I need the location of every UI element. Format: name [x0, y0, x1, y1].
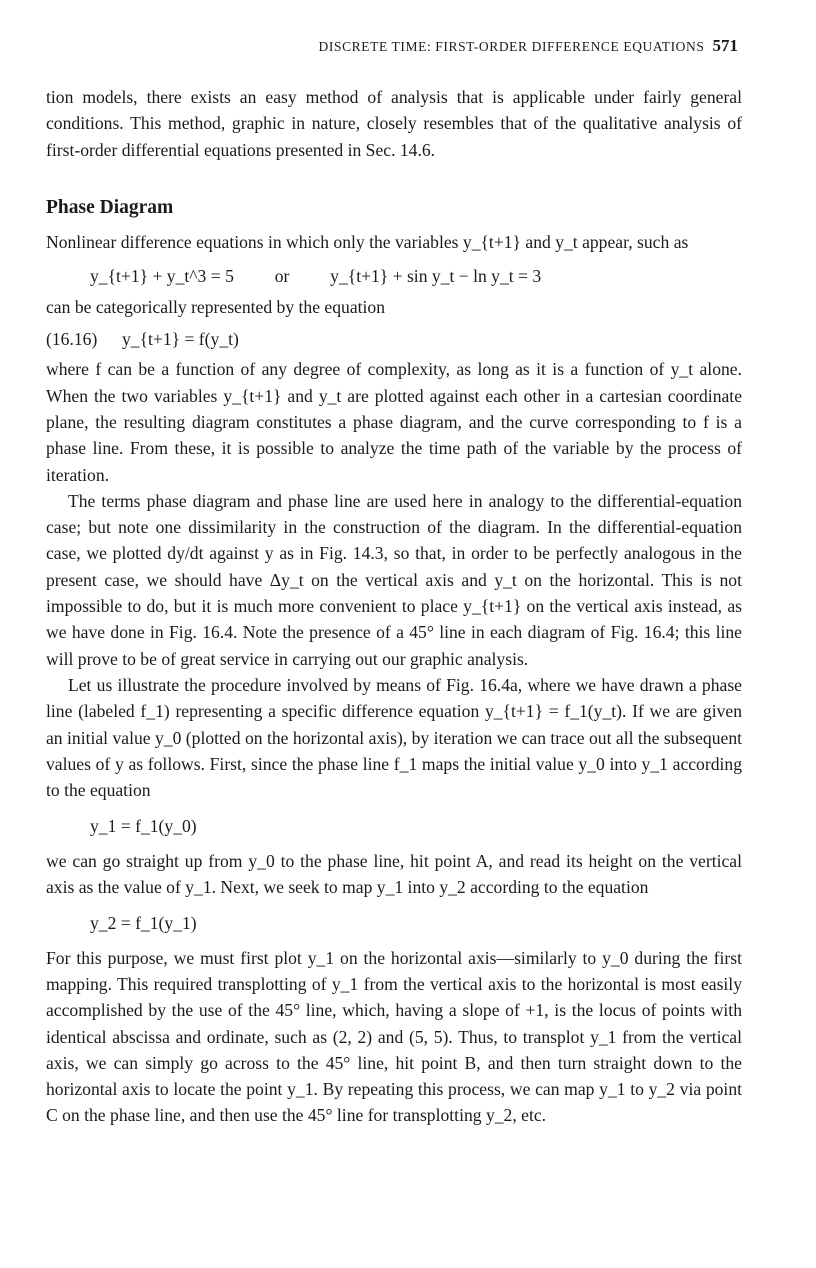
- equation-connector: or: [274, 266, 290, 287]
- example-equation-2: y_{t+1} + sin y_t − ln y_t = 3: [330, 266, 542, 287]
- equation-y1: y_1 = f_1(y_0): [90, 816, 197, 837]
- example-equations: [46, 263, 742, 289]
- equation-expression: y_{t+1} = f(y_t): [122, 329, 239, 350]
- paragraph-8: For this purpose, we must first plot y_1 on the horizontal axis—similarly to y_0 during the first mapping. This required transplotting of y_1 from the vertical axis to the horizontal is most easily accomplished by the use of the 45° line, which, having a slope of +1, is the locus of points with identical abscissa and ordinate, such as (2, 2) and (5, 5). Thus, to transplot y_1 from the vertical axis, we can simply go across to the 45° line, hit point B, and then turn straight down to the horizontal axis to locate the point y_1. By repeating this process, we can map y_1 to y_2 via point C on the phase line, and then use the 45° line for transplotting y_2, etc.: [46, 947, 742, 1126]
- paragraph-3: can be categorically represented by the equation: [46, 296, 386, 317]
- paragraph-5: The terms phase diagram and phase line are used here in analogy to the differential-equation case; but note one dissimilarity in the construction of the diagram. In the differential-equation case, we plotted dy/dt against y as in Fig. 14.3, so that, in order to be perfectly analogous in the present case, we should have Δy_t on the vertical axis and y_t on the horizontal. This is not impossible to do, but it is much more convenient to place y_{t+1} on the vertical axis instead, as we have done in Fig. 16.4. Note the presence of a 45° line in each diagram of Fig. 16.4; this line will prove to be of great service in carrying out our graphic analysis.: [46, 490, 742, 669]
- page-body: [46, 84, 742, 1129]
- section-heading: Phase Diagram: [46, 196, 174, 218]
- paragraph-4: where f can be a function of any degree of complexity, as long as it is a function of y_t alone. When the two variables y_{t+1} and y_t are plotted against each other in a cartesian coordinate plane, the resulting diagram constitutes a phase diagram, and the curve corresponding to f is a phase line. From these, it is possible to analyze the time path of the variable by the process of iteration.: [46, 359, 742, 485]
- equation-number: (16.16): [46, 329, 98, 350]
- running-head: [319, 36, 738, 56]
- paragraph-7: we can go straight up from y_0 to the phase line, hit point A, and read its height on the vertical axis as the value of y_1. Next, we seek to map y_1 into y_2 according to the equation: [46, 850, 742, 898]
- example-equation-1: y_{t+1} + y_t^3 = 5: [90, 266, 234, 287]
- running-title: DISCRETE TIME: FIRST-ORDER DIFFERENCE EQUATIONS: [318, 39, 705, 54]
- paragraph-6: Let us illustrate the procedure involved by means of Fig. 16.4a, where we have drawn a phase line (labeled f_1) representing a specific difference equation y_{t+1} = f_1(y_t). If we are given an initial value y_0 (plotted on the horizontal axis), by iteration we can trace out all the subsequent values of y as follows. First, since the phase line f_1 maps the initial value y_0 into y_1 according to the equation: [46, 674, 742, 801]
- equation-16-16: [46, 326, 742, 352]
- equation-y2: y_2 = f_1(y_1): [90, 913, 197, 934]
- page-number: 571: [712, 36, 738, 55]
- paragraph-2: Nonlinear difference equations in which only the variables y_{t+1} and y_t appear, such as: [46, 232, 689, 253]
- paragraph-1: tion models, there exists an easy method of analysis that is applicable under fairly general conditions. This method, graphic in nature, closely resembles that of the qualitative analysis of first-order differential equations presented in Sec. 14.6.: [46, 87, 742, 160]
